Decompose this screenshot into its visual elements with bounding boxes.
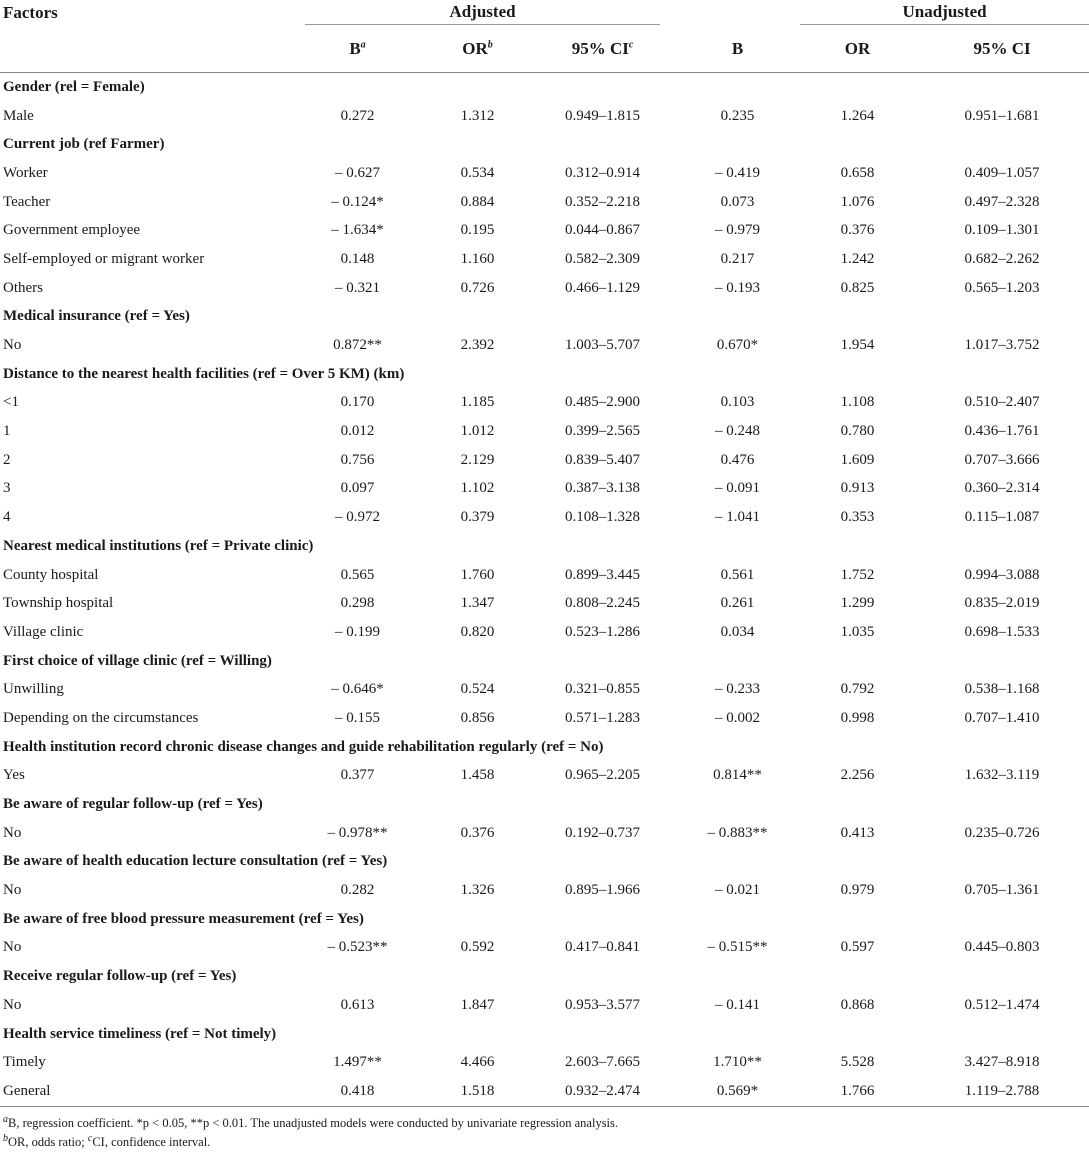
adj-b-cell: 0.170 [340,394,375,411]
unadj-or-cell: 1.035 [840,623,875,640]
header-unadj-ci: 95% CI [973,39,1031,58]
adj-or-cell: 1.160 [460,250,495,267]
unadj-ci-cell: 0.109–1.301 [964,222,1040,239]
adj-ci-cell: 0.571–1.283 [565,709,641,726]
table-row [0,245,1089,274]
adj-b-cell: 1.497** [333,1054,382,1071]
unadj-or-cell: 1.076 [840,193,875,210]
unadj-b-cell: 0.561 [720,566,755,583]
unadj-or-cell: 1.299 [840,595,875,612]
section-title: Medical insurance (ref = Yes) [3,308,190,325]
unadj-ci-cell: 1.632–3.119 [964,767,1040,784]
adj-ci-cell: 0.949–1.815 [565,107,641,124]
table-row [0,475,1089,504]
row-label: Yes [3,767,25,784]
unadj-or-cell: 0.353 [840,509,875,526]
unadj-ci-cell: 0.705–1.361 [964,882,1040,899]
adj-ci-cell: 0.932–2.474 [565,1082,641,1099]
adj-ci-cell: 0.808–2.245 [565,595,641,612]
table-row [0,417,1089,446]
adj-ci-cell: 0.192–0.737 [565,824,641,841]
section-header-row [0,733,1089,762]
unadj-b-cell: – 1.041 [715,509,761,526]
unadj-or-cell: 0.825 [840,279,875,296]
adj-b-cell: 0.377 [340,767,375,784]
unadj-b-cell: – 0.233 [715,681,761,698]
unadj-ci-cell: 0.994–3.088 [964,566,1040,583]
section-header-row [0,905,1089,934]
unadj-b-cell: – 0.419 [715,164,761,181]
adj-or-cell: 2.392 [460,337,495,354]
row-label: 1 [3,423,11,440]
table-row [0,589,1089,618]
header-row-groups [0,0,1089,26]
row-label: 4 [3,509,11,526]
row-label: Timely [3,1054,46,1071]
table-row [0,1077,1089,1106]
unadj-b-cell: – 0.021 [715,882,761,899]
unadj-b-cell: 0.569* [716,1082,759,1099]
unadj-b-cell: 0.103 [720,394,755,411]
unadj-or-cell: 5.528 [840,1054,875,1071]
adj-or-cell: 1.102 [460,480,495,497]
section-title: Health service timeliness (ref = Not timely) [3,1025,277,1042]
table-body [0,73,1089,1107]
table-row [0,503,1089,532]
adj-b-cell: 0.872** [333,337,382,354]
table-row [0,991,1089,1020]
adj-or-cell: 1.847 [460,996,495,1013]
unadj-b-cell: 0.814** [713,767,762,784]
unadj-b-cell: – 0.091 [715,480,761,497]
unadj-b-cell: – 0.248 [715,423,761,440]
unadj-b-cell: 0.670* [716,337,759,354]
adj-b-cell: – 0.199 [335,623,380,640]
unadj-b-cell: 0.476 [720,451,755,468]
adj-b-cell: 0.756 [340,451,375,468]
adj-or-cell: 1.012 [460,423,495,440]
table-row [0,102,1089,131]
header-adjusted-group [290,0,675,26]
section-title: Gender (rel = Female) [3,78,145,95]
adj-or-cell: 1.518 [460,1082,495,1099]
unadj-ci-cell: 0.538–1.168 [964,681,1040,698]
unadj-or-cell: 0.413 [840,824,875,841]
adj-or-cell: 0.726 [460,279,495,296]
adj-or-cell: 0.195 [460,222,495,239]
row-label: Unwilling [3,681,64,698]
unadj-or-cell: 0.792 [840,681,875,698]
row-label: No [3,882,22,899]
adj-ci-cell: 0.466–1.129 [565,279,641,296]
adj-ci-cell: 0.312–0.914 [565,164,641,181]
table-row [0,389,1089,418]
adj-ci-cell: 0.321–0.855 [565,681,641,698]
adj-or-cell: 0.379 [460,509,495,526]
adj-or-cell: 0.820 [460,623,495,640]
row-label: County hospital [3,566,99,583]
row-label: Male [3,107,34,124]
unadj-or-cell: 0.376 [840,222,875,239]
row-label: Worker [3,164,48,181]
row-label: <1 [3,394,19,411]
table-row [0,876,1089,905]
section-title: Health institution record chronic disease changes and guide rehabilitation regularly (ref = No) [3,738,604,755]
section-title: Receive regular follow-up (ref = Yes) [3,968,237,985]
unadj-ci-cell: 0.497–2.328 [964,193,1040,210]
adj-b-cell: 0.148 [340,250,375,267]
section-header-row [0,848,1089,877]
unadj-ci-cell: 0.445–0.803 [964,939,1040,956]
section-title: Be aware of health education lecture consultation (ref = Yes) [3,853,388,870]
row-label: No [3,996,22,1013]
unadj-or-cell: 0.868 [840,996,875,1013]
adj-b-cell: 0.565 [340,566,375,583]
footnote-1: $^a$B, regression coefficient. *p < 0.05, **p < 0.01. The unadjusted models were conducted by univariate regression analysis. [3,1113,619,1130]
section-header-row [0,303,1089,332]
unadj-b-cell: 0.217 [720,250,755,267]
unadj-b-cell: 1.710** [713,1054,762,1071]
unadj-or-cell: 0.780 [840,423,875,440]
section-header-row [0,360,1089,389]
unadj-ci-cell: 0.360–2.314 [964,480,1040,497]
unadj-b-cell: 0.034 [720,623,755,640]
adj-b-cell: – 0.978** [327,824,388,841]
section-title: Nearest medical institutions (ref = Private clinic) [3,537,314,554]
row-label: 3 [3,480,11,497]
section-title: Distance to the nearest health facilities (ref = Over 5 KM) (km) [3,365,405,382]
section-header-row [0,73,1089,102]
unadj-or-cell: 1.752 [840,566,875,583]
adj-or-cell: 4.466 [460,1054,495,1071]
unadj-ci-cell: 0.707–1.410 [964,709,1040,726]
table-row [0,618,1089,647]
row-label: General [3,1082,51,1099]
adj-b-cell: 0.613 [340,996,375,1013]
adj-b-cell: – 1.634* [331,222,384,239]
adj-ci-cell: 2.603–7.665 [565,1054,641,1071]
section-title: Be aware of regular follow-up (ref = Yes) [3,796,263,813]
adj-b-cell: – 0.627 [335,164,380,181]
adj-or-cell: 1.347 [460,595,495,612]
section-title: First choice of village clinic (ref = Willing) [3,652,272,669]
adj-or-cell: 0.856 [460,709,495,726]
footnote-2: $^b$OR, odds ratio; $^c$CI, confidence interval. [3,1132,211,1150]
unadj-ci-cell: 3.427–8.918 [964,1054,1040,1071]
row-label: Village clinic [3,623,84,640]
adj-or-cell: 0.884 [460,193,495,210]
header-unadj-b: B [731,39,744,58]
table-row [0,331,1089,360]
section-header-row [0,647,1089,676]
row-label: No [3,939,22,956]
adj-ci-cell: 0.352–2.218 [565,193,641,210]
row-label: No [3,337,22,354]
unadj-or-cell: 1.108 [840,394,875,411]
table-row [0,1048,1089,1077]
unadj-ci-cell: 0.565–1.203 [964,279,1040,296]
row-label: Depending on the circumstances [3,709,199,726]
unadj-b-cell: 0.073 [720,193,755,210]
adj-ci-cell: 0.387–3.138 [565,480,641,497]
section-header-row [0,1020,1089,1049]
unadj-ci-cell: 1.017–3.752 [964,337,1040,354]
row-label: Teacher [3,193,51,210]
adj-or-cell: 1.312 [460,107,495,124]
header-adj-ci: 95% $CI^c$ [571,39,634,58]
header-adj-or: $OR^b$ [462,39,493,58]
adj-ci-cell: 0.895–1.966 [565,882,641,899]
table-row [0,159,1089,188]
table-row [0,561,1089,590]
header-unadjusted-group [800,0,1089,26]
unadj-b-cell: – 0.515** [707,939,768,956]
adj-b-cell: 0.282 [340,882,375,899]
unadj-b-cell: – 0.141 [715,996,761,1013]
table-row [0,819,1089,848]
unadj-or-cell: 1.609 [840,451,875,468]
table-row [0,675,1089,704]
section-title: Be aware of free blood pressure measurement (ref = Yes) [3,910,364,927]
unadj-ci-cell: 0.698–1.533 [964,623,1040,640]
unadj-ci-cell: 0.707–3.666 [964,451,1040,468]
unadj-b-cell: – 0.002 [715,709,761,726]
unadj-ci-cell: 1.119–2.788 [964,1082,1040,1099]
table-row [0,216,1089,245]
section-title: Current job (ref Farmer) [3,136,165,153]
unadj-b-cell: 0.235 [720,107,755,124]
header-factors: Factors [3,3,58,22]
unadj-or-cell: 0.597 [840,939,875,956]
unadj-b-cell: – 0.883** [707,824,768,841]
adj-ci-cell: 0.839–5.407 [565,451,641,468]
adj-b-cell: 0.272 [340,107,375,124]
adj-ci-cell: 0.108–1.328 [565,509,641,526]
unadj-or-cell: 0.913 [840,480,875,497]
adj-b-cell: – 0.155 [335,709,380,726]
adj-or-cell: 1.326 [460,882,495,899]
unadj-b-cell: – 0.979 [715,222,761,239]
unadj-or-cell: 1.766 [840,1082,875,1099]
adj-b-cell: – 0.124* [331,193,384,210]
row-label: Government employee [3,222,141,239]
unadj-or-cell: 0.998 [840,709,875,726]
unadj-ci-cell: 0.510–2.407 [964,394,1040,411]
section-header-row [0,962,1089,991]
table-row [0,704,1089,733]
table-footnotes [0,1112,1089,1150]
unadj-or-cell: 2.256 [840,767,875,784]
table-row [0,762,1089,791]
unadj-or-cell: 1.264 [840,107,875,124]
adj-b-cell: 0.012 [340,423,375,440]
adj-ci-cell: 0.417–0.841 [565,939,641,956]
table-row [0,934,1089,963]
adj-or-cell: 1.760 [460,566,495,583]
adj-ci-cell: 0.044–0.867 [565,222,641,239]
adj-b-cell: 0.097 [340,480,375,497]
adj-b-cell: 0.418 [340,1082,375,1099]
header-adj-b: $B^a$ [349,39,366,58]
unadj-ci-cell: 0.682–2.262 [964,250,1040,267]
table-row [0,446,1089,475]
unadj-ci-cell: 0.409–1.057 [964,164,1040,181]
unadj-or-cell: 1.954 [840,337,875,354]
unadj-or-cell: 0.658 [840,164,875,181]
section-header-row [0,532,1089,561]
header-unadjusted: Unadjusted [800,2,1089,25]
adj-b-cell: – 0.321 [335,279,380,296]
unadj-b-cell: 0.261 [720,595,755,612]
row-label: Township hospital [3,595,114,612]
adj-or-cell: 0.592 [460,939,495,956]
adj-ci-cell: 1.003–5.707 [565,337,641,354]
adj-ci-cell: 0.899–3.445 [565,566,641,583]
unadj-ci-cell: 0.835–2.019 [964,595,1040,612]
adj-ci-cell: 0.965–2.205 [565,767,641,784]
adj-or-cell: 0.376 [460,824,495,841]
unadj-ci-cell: 0.512–1.474 [964,996,1040,1013]
adj-or-cell: 0.534 [460,164,495,181]
header-unadj-or: OR [844,39,871,58]
unadj-ci-cell: 0.951–1.681 [964,107,1040,124]
adj-ci-cell: 0.582–2.309 [565,250,641,267]
header-row-columns [0,26,1089,73]
row-label: Self-employed or migrant worker [3,250,205,267]
unadj-or-cell: 0.979 [840,882,875,899]
adj-or-cell: 1.185 [460,394,495,411]
adj-ci-cell: 0.485–2.900 [565,394,641,411]
row-label: 2 [3,451,11,468]
adj-b-cell: – 0.523** [327,939,388,956]
section-header-row [0,130,1089,159]
adj-or-cell: 2.129 [460,451,495,468]
unadj-ci-cell: 0.235–0.726 [964,824,1040,841]
adj-ci-cell: 0.953–3.577 [565,996,641,1013]
unadj-or-cell: 1.242 [840,250,875,267]
adj-b-cell: – 0.646* [331,681,384,698]
unadj-ci-cell: 0.436–1.761 [964,423,1040,440]
section-header-row [0,790,1089,819]
adj-b-cell: – 0.972 [335,509,380,526]
table-row [0,274,1089,303]
table-row [0,188,1089,217]
adj-ci-cell: 0.399–2.565 [565,423,641,440]
adj-or-cell: 0.524 [460,681,495,698]
adj-b-cell: 0.298 [340,595,375,612]
adj-ci-cell: 0.523–1.286 [565,623,641,640]
row-label: No [3,824,22,841]
unadj-ci-cell: 0.115–1.087 [964,509,1040,526]
row-label: Others [3,279,43,296]
header-adjusted: Adjusted [305,2,660,25]
unadj-b-cell: – 0.193 [715,279,761,296]
adj-or-cell: 1.458 [460,767,495,784]
